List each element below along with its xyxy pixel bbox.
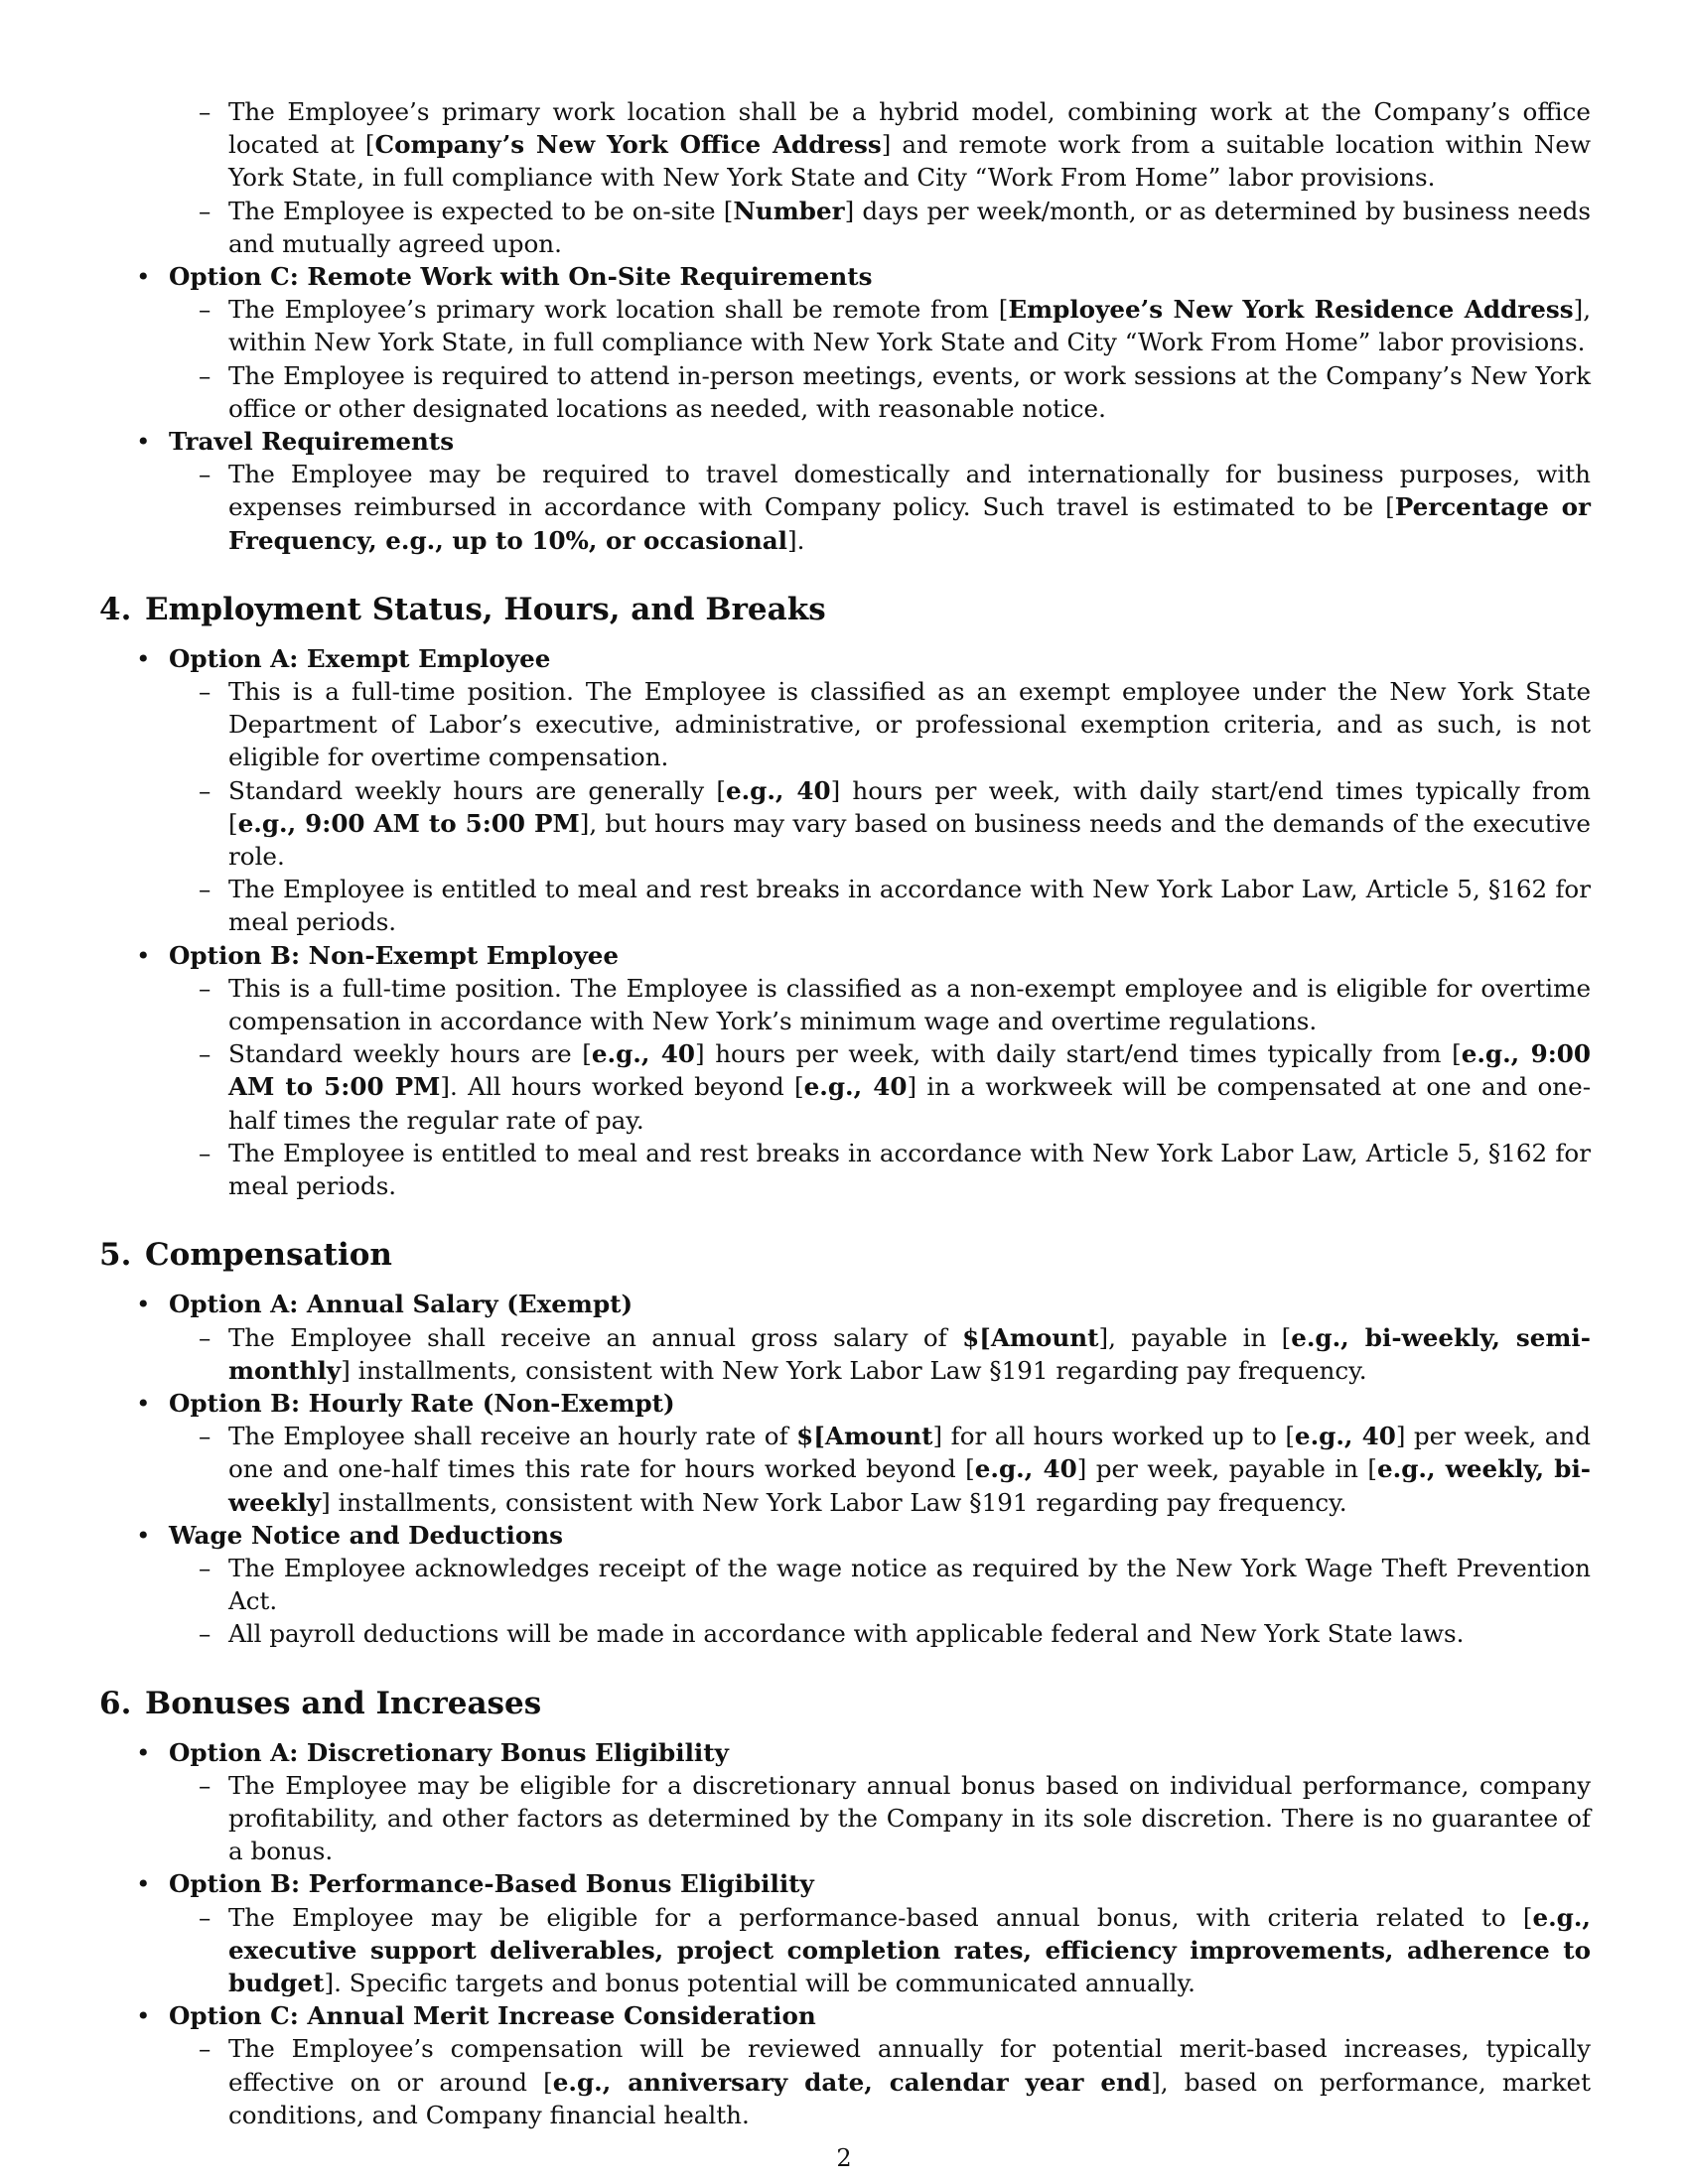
- clause-text: Standard weekly hours are generally: [228, 775, 717, 805]
- placeholder-bracket: [: [543, 2067, 553, 2097]
- option-item: [99, 260, 1591, 425]
- sections-container: [99, 591, 1591, 2131]
- clause-text: , payable in: [1108, 1322, 1282, 1352]
- placeholder-field: e.g., bi-weekly, semi-monthly: [228, 1322, 1591, 1385]
- clause-text: The Employee shall receive an hourly rate of: [228, 1422, 797, 1451]
- placeholder-bracket: $[: [796, 1422, 825, 1451]
- clause-text: The Employee is entitled to meal and rest breaks in accordance with New York Labor Law, Article 5, §162 for meal periods.: [228, 1138, 1591, 1201]
- clause-text: and remote work from a suitable location within New York State, in full compliance with New York State and City “Work From Home” labor provisions.: [228, 130, 1592, 193]
- placeholder-field: Amount: [990, 1322, 1099, 1352]
- clause-list: [169, 1769, 1591, 1868]
- section-title: Compensation: [145, 1237, 392, 1274]
- option-title: Option B: Hourly Rate (Non-Exempt): [169, 1388, 675, 1418]
- clause-text: The Employee is required to attend in-person meetings, events, or work sessions at the Company’s New York office or other designated locations as needed, with reasonable notice.: [228, 360, 1591, 423]
- placeholder-bracket: [: [965, 1454, 975, 1484]
- clause-text: The Employee may be required to travel domestically and internationally for business purposes, with expenses reimbursed in accordance with Company policy. Such travel is estimated to be: [228, 460, 1591, 522]
- clause-item: [169, 774, 1591, 874]
- clause-text: .: [796, 525, 805, 555]
- option-item: [99, 1999, 1591, 2131]
- clause-item: [169, 1321, 1591, 1387]
- clause-text: The Employee’s primary work location shall be remote from: [228, 295, 999, 325]
- clause-text: in a workweek will be compensated at one and one-half times the regular rate of pay.: [228, 1072, 1591, 1135]
- option-title: Option A: Discretionary Bonus Eligibility: [169, 1737, 729, 1767]
- placeholder-field: e.g., 9:00 AM to 5:00 PM: [228, 1039, 1592, 1102]
- placeholder-bracket: [: [723, 196, 734, 225]
- clause-item: [169, 675, 1591, 774]
- placeholder-bracket: ]: [907, 1072, 917, 1102]
- placeholder-bracket: [: [582, 1039, 592, 1069]
- clause-list: [169, 1552, 1591, 1651]
- option-item: [99, 1288, 1591, 1387]
- placeholder-field: e.g., executive support deliverables, project completion rates, efficiency improvements, adherence to budget: [228, 1902, 1591, 1997]
- clause-item: [169, 1420, 1591, 1519]
- option-list: [99, 95, 1591, 557]
- placeholder-bracket: [: [1367, 1454, 1377, 1484]
- option-title: Option B: Non-Exempt Employee: [169, 940, 620, 970]
- clause-text: The Employee shall receive an annual gross salary of: [228, 1322, 963, 1352]
- clause-text: . All hours worked beyond: [449, 1072, 795, 1102]
- option-list: [99, 1736, 1591, 2131]
- clause-list: [169, 458, 1591, 557]
- clause-text: installments, consistent with New York Labor Law §191 regarding pay frequency.: [350, 1355, 1367, 1385]
- section-heading: [99, 1236, 1591, 1274]
- placeholder-bracket: [: [716, 775, 726, 805]
- option-item: [99, 1387, 1591, 1519]
- placeholder-bracket: [: [1522, 1902, 1533, 1932]
- placeholder-bracket: ]: [324, 1968, 335, 1997]
- option-list: [99, 642, 1591, 1202]
- placeholder-bracket: ]: [932, 1422, 943, 1451]
- clause-text: , but hours may vary based on business needs and the demands of the executive role.: [228, 808, 1591, 872]
- option-item: [99, 95, 1591, 260]
- clause-text: The Employee acknowledges receipt of the wage notice as required by the New York Wage Theft Prevention Act.: [228, 1553, 1591, 1616]
- placeholder-bracket: ]: [440, 1072, 450, 1102]
- placeholder-bracket: $[: [962, 1322, 991, 1352]
- option-item: [99, 1867, 1591, 1999]
- document-page: [99, 95, 1591, 2131]
- placeholder-bracket: ]: [1098, 1322, 1109, 1352]
- placeholder-field: e.g., anniversary date, calendar year end: [552, 2067, 1152, 2097]
- placeholder-bracket: [: [1385, 492, 1395, 522]
- placeholder-field: e.g., 40: [974, 1454, 1077, 1484]
- placeholder-bracket: ]: [579, 808, 590, 838]
- clause-item: [169, 1901, 1591, 2000]
- option-title: Option C: Annual Merit Increase Consideration: [169, 2001, 816, 2031]
- option-title: Wage Notice and Deductions: [169, 1520, 564, 1550]
- placeholder-bracket: [: [1285, 1422, 1295, 1451]
- placeholder-bracket: [: [364, 130, 375, 160]
- option-title: Option A: Exempt Employee: [169, 643, 551, 673]
- placeholder-bracket: [: [228, 808, 238, 838]
- clause-text: This is a full-time position. The Employee is classified as a non-exempt employee and is eligible for overtime compensation in accordance with New York’s minimum wage and overtime regulations.: [228, 973, 1591, 1036]
- clause-item: [169, 195, 1591, 260]
- section-title: Employment Status, Hours, and Breaks: [145, 591, 826, 627]
- placeholder-field: e.g., 40: [725, 775, 831, 805]
- placeholder-field: e.g., 9:00 AM to 5:00 PM: [237, 808, 580, 838]
- clause-list: [169, 1420, 1591, 1519]
- placeholder-bracket: ]: [881, 130, 892, 160]
- placeholder-field: Amount: [824, 1422, 933, 1451]
- clause-text: days per week/month, or as determined by business needs and mutually agreed upon.: [228, 196, 1591, 258]
- clause-item: [169, 293, 1591, 358]
- placeholder-bracket: ]: [1076, 1454, 1087, 1484]
- placeholder-bracket: ]: [1573, 295, 1584, 325]
- clause-item: [169, 1037, 1591, 1137]
- clause-list: [169, 972, 1591, 1202]
- clause-text: for all hours worked up to: [942, 1422, 1286, 1451]
- option-item: [99, 425, 1591, 557]
- clause-item: [169, 458, 1591, 557]
- clause-text: All payroll deductions will be made in accordance with applicable federal and New York State laws.: [228, 1619, 1465, 1649]
- section-heading: [99, 591, 1591, 628]
- option-title: Option B: Performance-Based Bonus Eligibility: [169, 1869, 814, 1899]
- page-number: 2: [836, 2144, 852, 2172]
- clause-item: [169, 1137, 1591, 1202]
- clause-item: [169, 1769, 1591, 1868]
- placeholder-bracket: ]: [844, 196, 855, 225]
- placeholder-bracket: [: [794, 1072, 804, 1102]
- clause-item: [169, 359, 1591, 425]
- placeholder-bracket: [: [1452, 1039, 1462, 1069]
- section-heading: [99, 1685, 1591, 1722]
- section-number: 6.: [99, 1685, 132, 1721]
- placeholder-field: Employee’s New York Residence Address: [1008, 295, 1574, 325]
- work-location-continuation: [99, 95, 1591, 557]
- placeholder-field: e.g., 40: [591, 1039, 695, 1069]
- option-item: [99, 939, 1591, 1203]
- clause-item: [169, 972, 1591, 1037]
- option-title: Option C: Remote Work with On-Site Requirements: [169, 262, 873, 292]
- section-number: 5.: [99, 1237, 132, 1274]
- clause-list: [169, 2032, 1591, 2131]
- placeholder-bracket: ]: [830, 775, 841, 805]
- clause-text: per week, payable in: [1086, 1454, 1368, 1484]
- placeholder-bracket: ]: [321, 1487, 331, 1517]
- clause-text: hours per week, with daily start/end times typically from: [704, 1039, 1453, 1069]
- placeholder-bracket: ]: [787, 525, 797, 555]
- clause-text: The Employee’s primary work location shall be a hybrid model, combining work at the Company’s office located at: [228, 97, 1591, 160]
- placeholder-bracket: ]: [694, 1039, 705, 1069]
- clause-text: installments, consistent with New York Labor Law §191 regarding pay frequency.: [330, 1487, 1347, 1517]
- option-title: Travel Requirements: [169, 427, 455, 457]
- placeholder-field: Company’s New York Office Address: [374, 130, 882, 160]
- clause-list: [169, 95, 1591, 260]
- placeholder-field: e.g., weekly, bi-weekly: [228, 1454, 1591, 1517]
- placeholder-bracket: ]: [1395, 1422, 1406, 1451]
- clause-text: , based on performance, market conditions, and Company financial health.: [228, 2067, 1591, 2129]
- clause-text: The Employee is entitled to meal and rest breaks in accordance with New York Labor Law, Article 5, §162 for meal periods.: [228, 875, 1591, 937]
- clause-text: This is a full-time position. The Employee is classified as an exempt employee under the New York State Department of Labor’s executive, administrative, or professional exemption criteria, and as such, is not eligible for overtime compensation.: [228, 677, 1591, 772]
- placeholder-bracket: [: [1281, 1322, 1292, 1352]
- clause-item: [169, 1617, 1591, 1650]
- clause-text: . Specific targets and bonus potential will be communicated annually.: [334, 1968, 1196, 1997]
- option-item: [99, 1519, 1591, 1651]
- clause-item: [169, 1552, 1591, 1617]
- placeholder-field: e.g., 40: [1294, 1422, 1396, 1451]
- clause-text: per week, and one and one-half times this rate for hours worked beyond: [228, 1422, 1592, 1484]
- clause-text: The Employee may be eligible for a performance-based annual bonus, with criteria related to: [228, 1902, 1523, 1932]
- clause-text: The Employee’s compensation will be reviewed annually for potential merit-based increases, typically effective on or around: [228, 2034, 1591, 2097]
- placeholder-bracket: ]: [1151, 2067, 1161, 2097]
- clause-text: The Employee may be eligible for a discretionary annual bonus based on individual performance, company profitability, and other factors as determined by the Company in its sole discretion. There is no guarantee of a bonus.: [228, 1770, 1591, 1866]
- option-list: [99, 1288, 1591, 1650]
- clause-list: [169, 293, 1591, 425]
- clause-text: The Employee is expected to be on-site: [228, 196, 724, 225]
- placeholder-field: e.g., 40: [803, 1072, 908, 1102]
- clause-item: [169, 2032, 1591, 2131]
- clause-text: Standard weekly hours are: [228, 1039, 583, 1069]
- placeholder-field: Number: [733, 196, 845, 225]
- section-number: 4.: [99, 591, 132, 627]
- placeholder-bracket: [: [998, 295, 1009, 325]
- clause-item: [169, 873, 1591, 938]
- clause-text: , within New York State, in full compliance with New York State and City “Work From Home” labor provisions.: [228, 295, 1592, 357]
- clause-text: hours per week, with daily start/end times typically from: [840, 775, 1591, 805]
- placeholder-bracket: ]: [341, 1355, 351, 1385]
- option-item: [99, 642, 1591, 939]
- clause-list: [169, 675, 1591, 939]
- clause-item: [169, 95, 1591, 195]
- section-title: Bonuses and Increases: [145, 1685, 542, 1721]
- placeholder-field: Percentage or Frequency, e.g., up to 10%, or occasional: [228, 492, 1591, 555]
- option-item: [99, 1736, 1591, 1868]
- option-title: Option A: Annual Salary (Exempt): [169, 1290, 633, 1319]
- clause-list: [169, 1901, 1591, 2000]
- clause-list: [169, 1321, 1591, 1387]
